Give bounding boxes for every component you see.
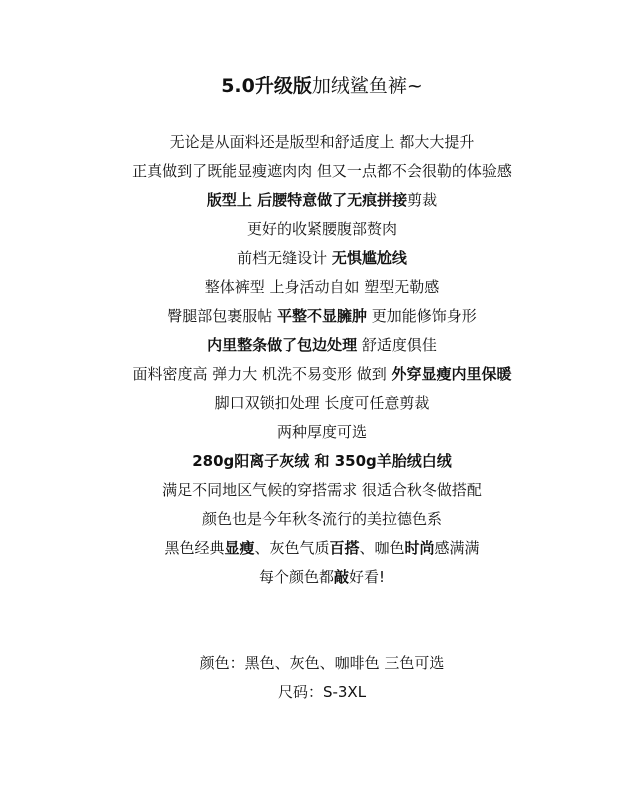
emphasis-text: 时尚: [404, 539, 435, 557]
body-text: 颜色也是今年秋冬流行的美拉德色系: [201, 510, 442, 528]
body-text: 整体裤型 上身活动自如 塑型无勒感: [204, 278, 440, 296]
emphasis-text: 版型上 后腰特意做了无痕拼接: [206, 191, 408, 209]
body-text: 满足不同地区气候的穿搭需求 很适合秋冬做搭配: [162, 481, 482, 499]
body-text: 正真做到了既能显瘦遮肉肉 但又一点都不会很勒的体验感: [132, 162, 512, 180]
description-line: [0, 450, 644, 472]
body-text: 每个颜色都: [258, 568, 334, 586]
body-text: 更加能修饰身形: [367, 307, 477, 325]
emphasis-text: 平整不显臃肿: [276, 307, 367, 325]
description-line: [0, 189, 644, 211]
body-text: 面料密度高 弹力大 机洗不易变形 做到: [132, 365, 392, 383]
title-bold-part: 5.0升级版: [221, 75, 312, 97]
body-text: 、灰色气质: [254, 539, 330, 557]
description-line: [0, 247, 644, 269]
color-options: 颜色：黑色、灰色、咖啡色 三色可选: [199, 654, 445, 672]
body-text: 臀腿部包裹服帖: [167, 307, 277, 325]
description-line: [0, 276, 644, 298]
description-line: [0, 334, 644, 356]
description-line: [0, 421, 644, 443]
body-text: 好看!: [349, 568, 386, 586]
description-line: [0, 160, 644, 182]
emphasis-text: 280g阳离子灰绒 和 350g羊胎绒白绒: [192, 452, 452, 470]
description-line: [0, 218, 644, 240]
body-text: 无论是从面料还是版型和舒适度上 都大大提升: [169, 133, 475, 151]
emphasis-text: 百搭: [329, 539, 360, 557]
description-line: [0, 363, 644, 385]
body-text: 舒适度俱佳: [357, 336, 437, 354]
description-line: [0, 392, 644, 414]
body-text: 前档无缝设计: [237, 249, 332, 267]
size-range: 尺码：S-3XL: [277, 683, 367, 701]
body-text: 更好的收紧腰腹部赘肉: [246, 220, 397, 238]
title-normal-part: 加绒鲨鱼裤~: [311, 75, 423, 97]
emphasis-text: 无惧尴尬线: [331, 249, 407, 267]
emphasis-text: 内里整条做了包边处理: [207, 336, 358, 354]
emphasis-text: 外穿显瘦内里保暖: [391, 365, 512, 383]
body-text: 剪裁: [407, 191, 438, 209]
body-text: 感满满: [434, 539, 480, 557]
body-text: 脚口双锁扣处理 长度可任意剪裁: [214, 394, 430, 412]
emphasis-text: 敲: [333, 568, 349, 586]
description-line: [0, 305, 644, 327]
description-line: [0, 537, 644, 559]
body-text: 、咖色: [359, 539, 405, 557]
description-line: [0, 566, 644, 588]
description-line: [0, 508, 644, 530]
emphasis-text: 显瘦: [224, 539, 255, 557]
body-text: 黑色经典: [164, 539, 225, 557]
body-text: 两种厚度可选: [276, 423, 367, 441]
page-title: [0, 74, 644, 98]
description-line: [0, 479, 644, 501]
description-line: [0, 131, 644, 153]
